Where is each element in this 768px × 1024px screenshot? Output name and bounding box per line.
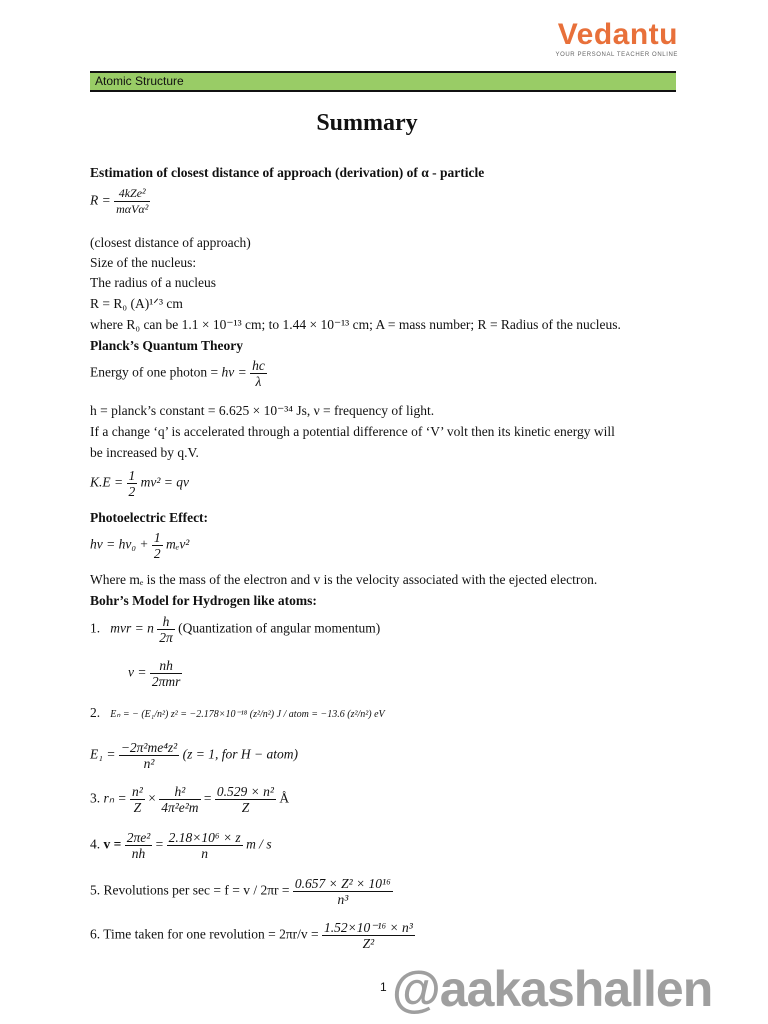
bohr-item-4-f1-denominator: nh xyxy=(131,846,146,861)
bohr-item-3-number: 3. xyxy=(90,790,101,806)
bohr-item-3-lhs: rₙ = xyxy=(103,790,127,806)
bohr-item-4-unit: m / s xyxy=(246,836,272,852)
bohr-item-2-formula: Eₙ = − (E₁/n²) z² = −2.178×10⁻¹⁸ (z²/n²) J / atom = −13.6 (z²/n²) eV xyxy=(110,709,385,720)
bohr-item-3 xyxy=(90,784,289,815)
photon-energy-denominator: λ xyxy=(255,374,262,389)
bohr-item-3-fraction-3 xyxy=(215,784,276,815)
bohr-velocity-lhs: v = xyxy=(128,664,147,680)
ke-fraction xyxy=(127,468,138,499)
vedantu-logo xyxy=(556,20,679,58)
alpha-formula-numerator: 4kZe² xyxy=(114,186,150,202)
charge-line-1: If a change ‘q’ is accelerated through a potential difference of ‘V’ volt then its kinetic energy will xyxy=(90,424,615,439)
logo-tagline: YOUR PERSONAL TEACHER ONLINE xyxy=(555,52,678,58)
photo-numerator: 1 xyxy=(153,530,161,545)
bohr-item-3-fraction-2 xyxy=(159,784,200,815)
bohr-item-6-numerator: 1.52×10⁻¹⁶ × n³ xyxy=(324,920,413,935)
photon-energy-numerator: hc xyxy=(252,358,265,373)
bohr-item-3-fraction-1 xyxy=(130,784,145,815)
bohr-item-1-numerator: h xyxy=(157,614,175,630)
bohr-item-3-f3-denominator: Z xyxy=(241,800,250,815)
bohr-item-4-lhs: v = xyxy=(103,836,122,852)
bohr-item-3-f1-numerator: n² xyxy=(132,784,143,799)
photon-energy xyxy=(90,358,267,389)
chapter-banner: Atomic Structure xyxy=(90,73,676,90)
bohr-item-5 xyxy=(90,876,393,907)
bohr-velocity-denominator: 2πmr xyxy=(151,674,181,689)
bohr-item-1-number: 1. xyxy=(90,620,101,636)
bohr-item-4-f2-numerator: 2.18×10⁶ × z xyxy=(168,830,241,845)
kinetic-energy-formula xyxy=(90,468,189,499)
closest-approach: (closest distance of approach) xyxy=(90,235,251,250)
logo-brand: Vedantu xyxy=(557,18,678,51)
bohr-item-3-times: × xyxy=(148,790,156,806)
radius-where: where R₀ can be 1.1 × 10⁻¹³ cm; to 1.44 × 10⁻¹³ cm; A = mass number; R = Radius of the nucleus. xyxy=(90,317,621,332)
bohr-item-2-number: 2. xyxy=(90,705,101,720)
bohr-velocity xyxy=(128,658,182,689)
photo-denominator: 2 xyxy=(153,546,161,561)
bohr-item-1-denominator: 2π xyxy=(159,630,173,645)
alpha-formula xyxy=(90,186,150,217)
bohr-item-4-f2-denominator: n xyxy=(201,846,209,861)
bohr-e1-formula xyxy=(90,740,298,771)
bohr-item-3-f1-denominator: Z xyxy=(133,800,142,815)
bohr-item-5-text: 5. Revolutions per sec = f = v / 2πr = xyxy=(90,882,290,898)
bohr-item-6-denominator: Z² xyxy=(362,936,375,951)
photoelectric-where: Where mₑ is the mass of the electron and v is the velocity associated with the ejected electron. xyxy=(90,572,598,587)
photon-energy-lhs: hν = xyxy=(221,364,247,380)
bohr-item-3-unit: Å xyxy=(279,790,290,806)
photon-energy-text: Energy of one photon = xyxy=(90,364,219,380)
nucleus-radius: The radius of a nucleus xyxy=(90,275,216,290)
photo-rhs: mₑv² xyxy=(166,536,190,552)
bohr-item-3-equals: = xyxy=(203,790,212,806)
alpha-formula-lhs: R = xyxy=(90,192,111,208)
bohr-item-3-f2-numerator: h² xyxy=(159,784,200,800)
bohr-item-3-f2-denominator: 4π²e²m xyxy=(161,800,199,815)
bohr-item-6-fraction xyxy=(322,920,415,951)
bohr-item-4-fraction-1 xyxy=(125,830,153,861)
alpha-heading: Estimation of closest distance of approach (derivation) of α - particle xyxy=(90,165,485,180)
photon-energy-fraction xyxy=(250,358,267,389)
planck-constant: h = planck’s constant = 6.625 × 10⁻³⁴ Js, ν = frequency of light. xyxy=(90,403,435,418)
ke-rhs: mv² = qv xyxy=(140,474,190,490)
bohr-item-4 xyxy=(90,830,272,861)
bohr-item-3-f3-numerator: 0.529 × n² xyxy=(216,784,274,799)
bohr-e1-rhs: (z = 1, for H − atom) xyxy=(182,746,298,762)
planck-heading: Planck’s Quantum Theory xyxy=(90,338,244,353)
watermark: @aakashallen xyxy=(392,961,713,1017)
bohr-item-5-fraction xyxy=(293,876,393,907)
photo-lhs: hν = hν₀ + xyxy=(90,536,149,552)
bohr-heading: Bohr’s Model for Hydrogen like atoms: xyxy=(90,593,317,608)
bohr-item-5-numerator: 0.657 × Z² × 10¹⁶ xyxy=(294,876,391,891)
photo-fraction xyxy=(152,530,163,561)
bohr-item-5-denominator: n³ xyxy=(337,892,349,907)
bohr-velocity-fraction xyxy=(150,658,183,689)
page-number: 1 xyxy=(380,980,387,994)
bohr-item-6 xyxy=(90,920,415,951)
header-rule-bottom xyxy=(90,90,676,92)
page-title: Summary xyxy=(316,110,418,136)
bohr-item-4-fraction-2 xyxy=(167,830,243,861)
bohr-e1-numerator: −2π²me⁴z² xyxy=(120,740,178,755)
charge-line-2: be increased by q.V. xyxy=(90,445,199,460)
radius-formula: R = R₀ (A)¹ᐟ³ cm xyxy=(90,296,183,311)
ke-lhs: K.E = xyxy=(90,474,124,490)
bohr-item-1-lhs: mvr = n xyxy=(110,620,154,636)
ke-numerator: 1 xyxy=(128,468,136,483)
photoelectric-heading: Photoelectric Effect: xyxy=(90,510,209,525)
bohr-item-1 xyxy=(90,614,380,645)
bohr-item-6-text: 6. Time taken for one revolution = 2πr/v = xyxy=(90,926,319,942)
bohr-item-4-equals: = xyxy=(155,836,164,852)
bohr-item-4-number: 4. xyxy=(90,836,101,852)
alpha-formula-fraction xyxy=(114,186,150,217)
bohr-e1-lhs: E₁ = xyxy=(90,746,116,762)
bohr-item-4-f1-numerator: 2πe² xyxy=(126,830,151,845)
bohr-item-1-text: (Quantization of angular momentum) xyxy=(178,620,381,636)
bohr-e1-fraction xyxy=(119,740,179,771)
nucleus-size: Size of the nucleus: xyxy=(90,255,197,270)
photoelectric-formula xyxy=(90,530,189,561)
bohr-e1-denominator: n² xyxy=(143,756,155,771)
alpha-formula-denominator: mαVα² xyxy=(116,202,149,216)
bohr-velocity-numerator: nh xyxy=(150,658,183,674)
ke-denominator: 2 xyxy=(128,484,136,499)
bohr-item-2 xyxy=(90,705,385,721)
bohr-item-1-fraction xyxy=(157,614,175,645)
